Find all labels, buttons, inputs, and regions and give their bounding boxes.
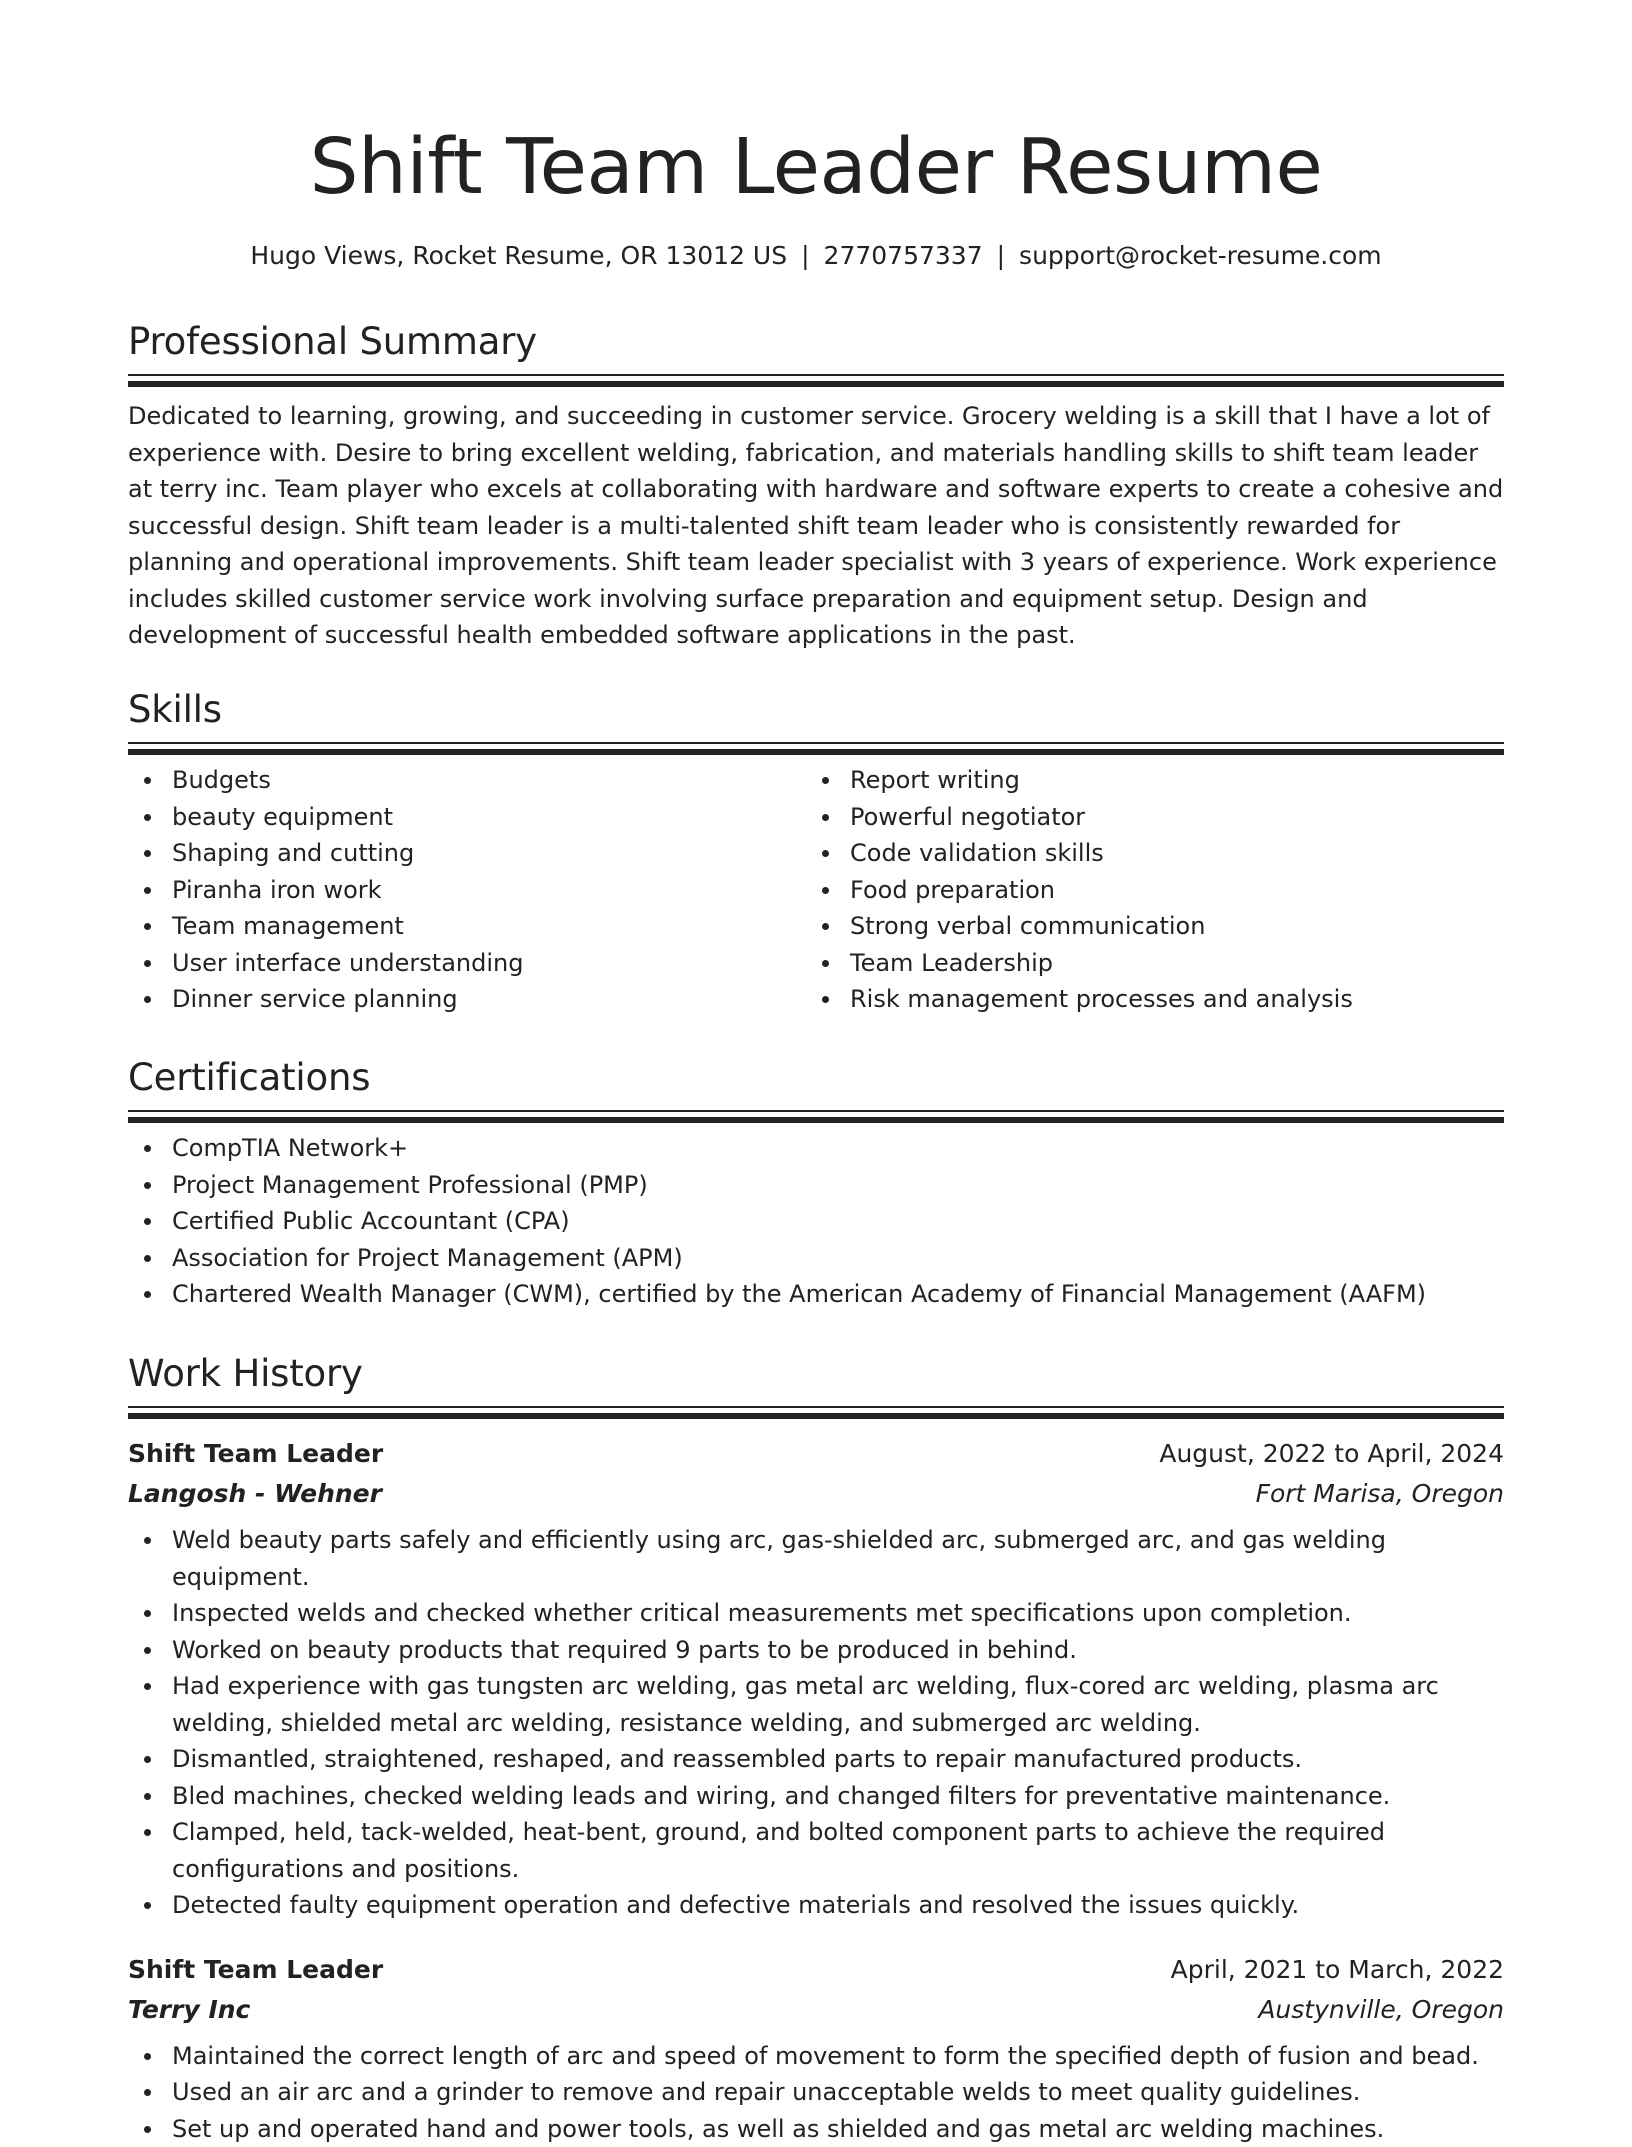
skill-item: Budgets [128,762,806,799]
skills-section [128,686,1504,1018]
contact-email: support@rocket-resume.com [1019,241,1382,270]
section-divider [128,1406,1504,1418]
skills-columns [128,754,1504,1018]
duty-item: Dismantled, straightened, reshaped, and reassembled parts to repair manufactured products. [128,1741,1504,1778]
duty-item: Set up and operated hand and power tools, as well as shielded and gas metal arc welding machines. [128,2111,1504,2147]
skill-item: Team Leadership [806,945,1484,982]
skill-item: Team management [128,908,806,945]
contact-phone: 2770757337 [824,241,983,270]
job-dates: August, 2022 to April, 2024 [1159,1434,1504,1474]
duty-item: Weld beauty parts safely and efficiently using arc, gas-shielded arc, submerged arc, and gas welding equipment. [128,1522,1504,1595]
summary-text: Dedicated to learning, growing, and succeeding in customer service. Grocery welding is a skill that I have a lot of experience with. Desire to bring excellent welding, fabrication, and materials handling skills to shift team leader at terry inc. Team player who excels at collaborating with hardware and software experts to create a cohesive and successful design. Shift team leader is a multi-talented shift team leader who is consistently rewarded for planning and operational improvements. Shift team leader specialist with 3 years of experience. Work experience includes skilled customer service work involving surface preparation and equipment setup. Design and development of successful health embedded software applications in the past. [128,398,1504,654]
duty-item: Worked on beauty products that required 9 parts to be produced in behind. [128,1632,1504,1669]
skill-item: Powerful negotiator [806,799,1484,836]
job-entry [128,1434,1504,1924]
work-history-heading: Work History [128,1350,1504,1406]
duty-item: Had experience with gas tungsten arc welding, gas metal arc welding, flux-cored arc welding, plasma arc welding, shielded metal arc welding, resistance welding, and submerged arc welding. [128,1668,1504,1741]
job-title: Shift Team Leader [128,1950,383,1990]
skill-item: Strong verbal communication [806,908,1484,945]
job-duties [128,2038,1504,2147]
skill-item: Report writing [806,762,1484,799]
contact-separator: | [801,238,809,274]
certification-item: Certified Public Accountant (CPA) [128,1203,1504,1240]
job-location: Fort Marisa, Oregon [1256,1474,1504,1514]
skill-item: beauty equipment [128,799,806,836]
contact-address: Hugo Views, Rocket Resume, OR 13012 US [250,241,787,270]
skills-heading: Skills [128,686,1504,742]
section-divider [128,1110,1504,1122]
skill-item: Code validation skills [806,835,1484,872]
work-history-section [128,1350,1504,2147]
section-divider [128,742,1504,754]
job-dates: April, 2021 to March, 2022 [1171,1950,1504,1990]
duty-item: Inspected welds and checked whether critical measurements met specifications upon completion. [128,1595,1504,1632]
skills-list-left [128,762,806,1018]
certifications-section [128,1054,1504,1313]
duty-item: Maintained the correct length of arc and speed of movement to form the specified depth of fusion and bead. [128,2038,1504,2075]
job-title: Shift Team Leader [128,1434,383,1474]
skill-item: Dinner service planning [128,981,806,1018]
contact-line [0,238,1632,274]
skill-item: Piranha iron work [128,872,806,909]
skill-item: Shaping and cutting [128,835,806,872]
certifications-heading: Certifications [128,1054,1504,1110]
skill-item: Food preparation [806,872,1484,909]
contact-separator: | [997,238,1005,274]
summary-heading: Professional Summary [128,318,1504,374]
certifications-list [128,1130,1504,1313]
skills-list-right [806,762,1484,1018]
duty-item: Bled machines, checked welding leads and wiring, and changed filters for preventative maintenance. [128,1778,1504,1815]
skill-item: User interface understanding [128,945,806,982]
duty-item: Clamped, held, tack-welded, heat-bent, ground, and bolted component parts to achieve the required configurations and positions. [128,1814,1504,1887]
certification-item: Chartered Wealth Manager (CWM), certified by the American Academy of Financial Management (AAFM) [128,1276,1504,1313]
summary-section [128,318,1504,654]
job-duties [128,1522,1504,1924]
skill-item: Risk management processes and analysis [806,981,1484,1018]
certification-item: CompTIA Network+ [128,1130,1504,1167]
duty-item: Used an air arc and a grinder to remove and repair unacceptable welds to meet quality guidelines. [128,2074,1504,2111]
resume-title: Shift Team Leader Resume [0,118,1632,218]
job-entry [128,1950,1504,2147]
certification-item: Association for Project Management (APM) [128,1240,1504,1277]
section-divider [128,374,1504,386]
job-company: Langosh - Wehner [128,1474,382,1514]
certification-item: Project Management Professional (PMP) [128,1167,1504,1204]
job-company: Terry Inc [128,1990,250,2030]
job-location: Austynville, Oregon [1258,1990,1504,2030]
duty-item: Detected faulty equipment operation and defective materials and resolved the issues quickly. [128,1887,1504,1924]
